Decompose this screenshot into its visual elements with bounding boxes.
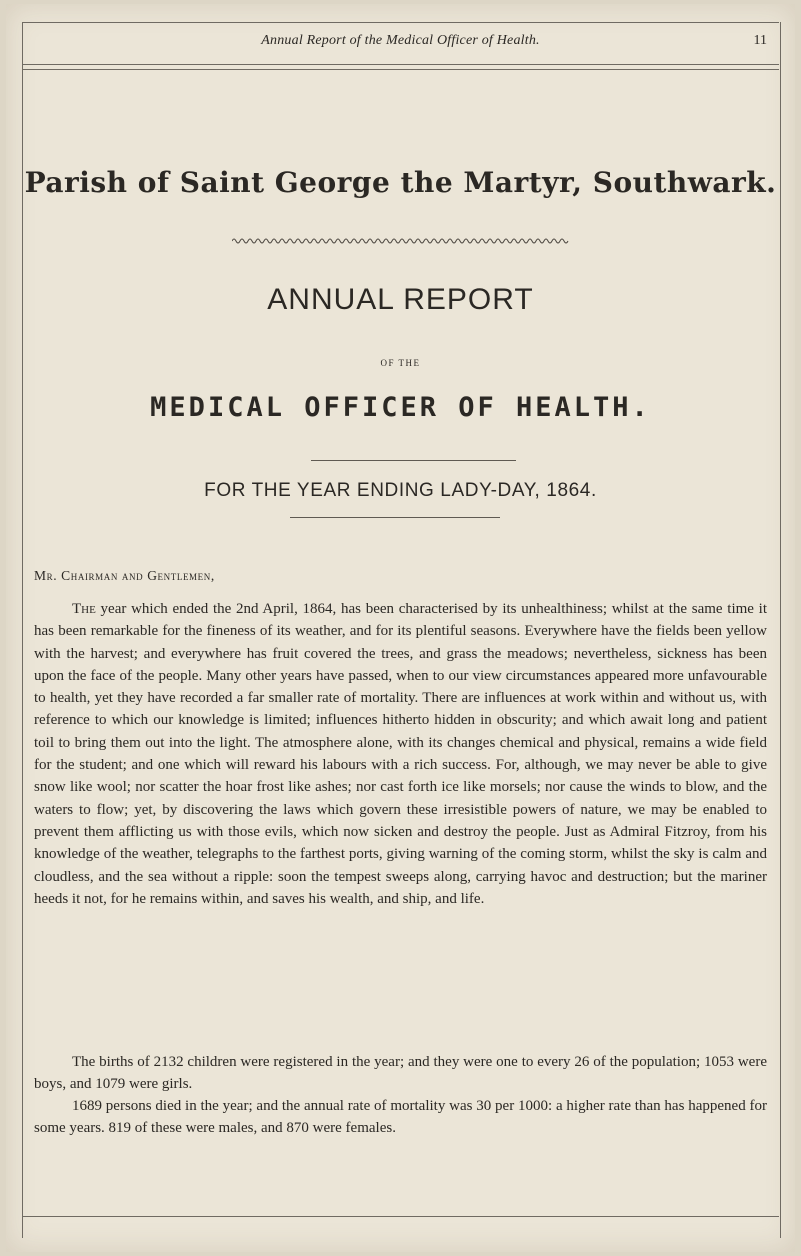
annual-report-title: ANNUAL REPORT [267, 283, 534, 316]
paragraph-weather [34, 598, 767, 910]
parish-heading: Parish of Saint George the Martyr, Southwark. [24, 166, 777, 199]
medical-officer-title: MEDICAL OFFICER OF HEALTH. [150, 392, 651, 423]
running-title: Annual Report of the Medical Officer of Health. [261, 33, 540, 48]
wavy-ornament-rule [232, 236, 570, 246]
paragraph-deaths-text: 1689 persons died in the year; and the annual rate of mortality was 30 per 1000: a higher rate than has happened for some years. 819 of these were males, and 870 were females. [34, 1098, 767, 1137]
page-header [22, 22, 779, 59]
footer-rule [22, 1216, 779, 1217]
paragraph-deaths [34, 1095, 767, 1140]
paragraph-weather-text: year which ended the 2nd April, 1864, has been characterised by its unhealthiness; whilst at the same time it has been remarkable for the fineness of its weather, and for its plentiful seasons. Everywhere have the fields been yellow with the harvest; and everywhere has fruit covered the trees, and grass the meadows; nevertheless, sickness has been upon the face of the people. Many other years have passed, when to our view circumstances appeared more unfavourable to health, yet they have recorded a far smaller rate of mortality. There are influences at work within and without us, with reference to which our knowledge is limited; influences hitherto hidden in obscurity; and which await long and patient toil to bring them out into the light. The atmosphere alone, with its changes chemical and physical, remains a wide field for the student; and one which will reward his labours with a rich success. For, although, we may never be able to give snow like wool; nor scatter the hoar frost like ashes; nor cast forth ice like morsels; nor cause the winds to blow, and the waters to flow; yet, by discovering the laws which govern these irresistible powers of nature, we may be enabled to prevent them afflicting us with those evils, which now sicken and destroy the people. Just as Admiral Fitzroy, from his knowledge of the weather, telegraphs to the farthest ports, giving warning of the coming storm, whilst the sky is calm and cloudless, and the sea without a ripple: soon the tempest sweeps along, carrying havoc and destruction; but the mariner heeds it not, for he remains within, and saves his wealth, and ship, and life. [34, 601, 767, 907]
year-ending-line: FOR THE YEAR ENDING LADY-DAY, 1864. [204, 480, 597, 501]
paragraph-births [34, 1051, 767, 1096]
header-double-rule [22, 64, 779, 70]
paragraph-lead-word: The [72, 601, 96, 617]
salutation: Mr. Chairman and Gentlemen, [34, 568, 215, 583]
paragraph-births-text: The births of 2132 children were registered in the year; and they were one to every 26 of the population; 1053 were boys, and 1079 were girls. [34, 1054, 767, 1093]
page-number: 11 [753, 33, 767, 48]
year-divider-rule [290, 517, 500, 518]
of-the-label: OF THE [380, 358, 421, 368]
title-divider-rule [311, 460, 516, 461]
